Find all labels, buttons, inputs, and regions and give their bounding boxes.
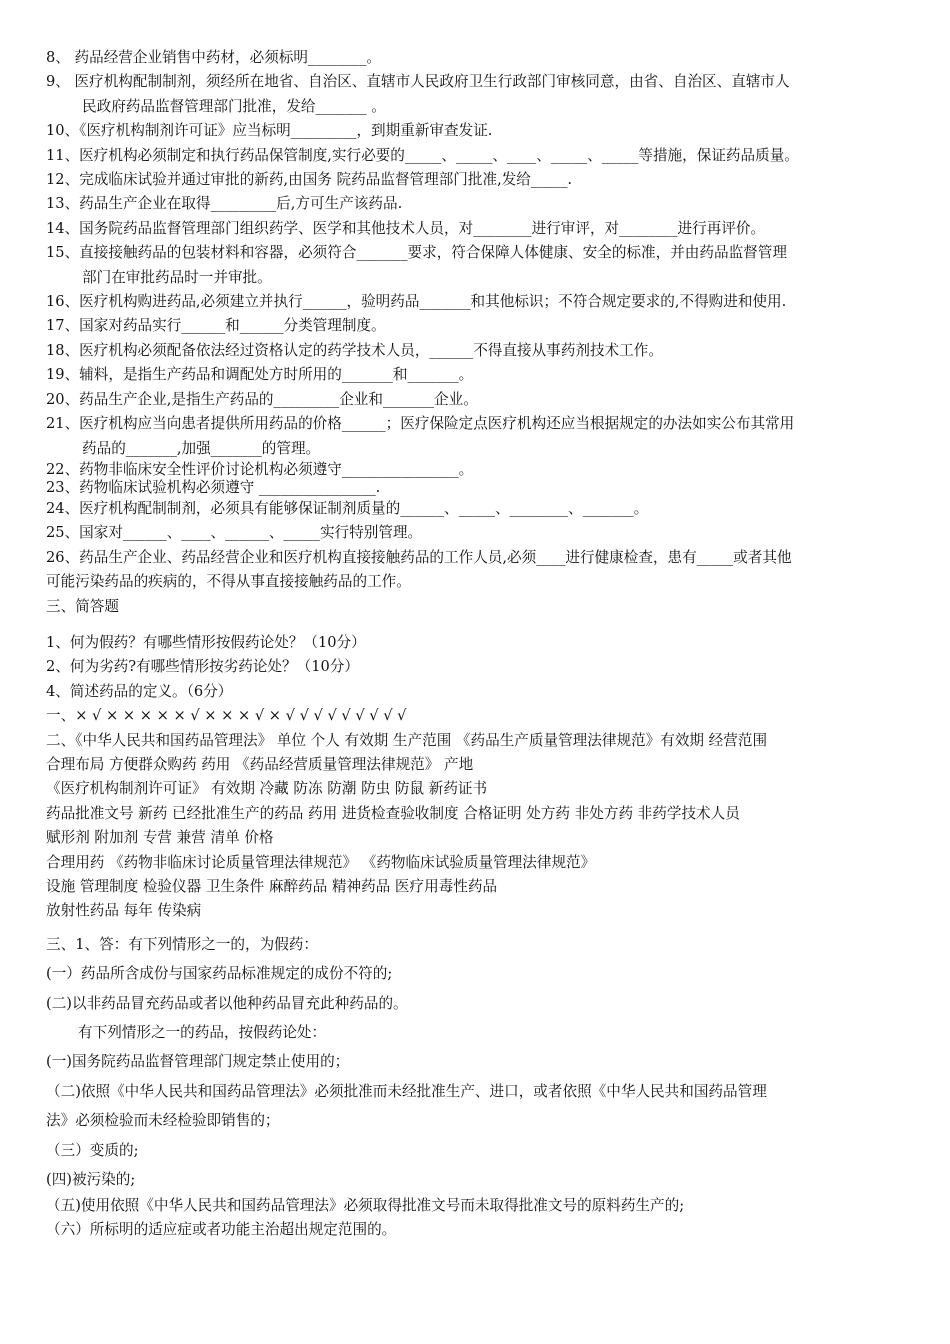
short-question-1: 1、何为假药？有哪些情形按假药论处？（10分） [46, 633, 366, 651]
answer-3-item-b6: （六）所标明的适应症或者功能主治超出规定范围的。 [46, 1221, 397, 1239]
answer-3-intro: 三、1、答：有下列情形之一的，为假药： [46, 935, 318, 953]
answer-3-item-a2: (二)以非药品冒充药品或者以他种药品冒充此种药品的。 [46, 994, 408, 1012]
answer-section-2-line-6: 合理用药 《药物非临床讨论质量管理法律规范》 《药物临床试验质量管理法律规范》 [46, 853, 596, 871]
answer-3-item-b2-cont: 法》必须检验而未经检验即销售的； [46, 1112, 280, 1130]
question-20: 20、药品生产企业,是指生产药品的_________企业和_______企业。 [46, 390, 478, 408]
question-9: 9、 医疗机构配制制剂，须经所在地省、自治区、直辖市人民政府卫生行政部门审核同意，由省、自治区、直辖市人 [46, 73, 790, 91]
question-17: 17、国家对药品实行______和______分类管理制度。 [46, 317, 386, 335]
fill-blank-questions [46, 46, 908, 595]
answer-3-sub-intro: 有下列情形之一的药品，按假药论处： [78, 1024, 327, 1042]
question-26-cont: 可能污染药品的疾病的，不得从事直接接触药品的工作。 [46, 573, 411, 591]
question-9-cont: 民政府药品监督管理部门批准，发给_______ 。 [82, 97, 386, 115]
answer-3-item-b1: (一)国务院药品监督管理部门规定禁止使用的； [46, 1053, 350, 1071]
question-18: 18、医疗机构必须配备依法经过资格认定的药学技术人员，______不得直接从事药剂技术工作。 [46, 341, 663, 359]
question-13: 13、药品生产企业在取得_________后,方可生产该药品. [46, 195, 403, 213]
question-21: 21、医疗机构应当向患者提供所用药品的价格______；医疗保险定点医疗机构还应当根据规定的办法如实公布其常用 [46, 415, 795, 433]
section-3-title: 三、简答题 [46, 597, 119, 615]
answer-3-item-b4: (四)被污染的; [46, 1171, 136, 1189]
question-23: 23、药物临床试验机构必须遵守 ________________. [46, 478, 381, 496]
question-12: 12、完成临床试验并通过审批的新药,由国务 院药品监督管理部门批准,发给_____. [46, 171, 573, 189]
answer-section-2-line-4: 药品批准文号 新药 已经批准生产的药品 药用 进货检查验收制度 合格证明 处方药 非处方药 非药学技术人员 [46, 804, 740, 822]
answer-section-3 [46, 930, 908, 1243]
question-15-cont: 部门在审批药品时一并审批。 [82, 268, 272, 286]
answer-3-item-b5: （五)使用依照《中华人民共和国药品管理法》必须取得批准文号而未取得批准文号的原料药生产的; [46, 1197, 685, 1215]
question-10: 10、《医疗机构制剂许可证》应当标明_________，到期重新审查发证. [46, 122, 493, 140]
short-answer-questions [46, 631, 908, 704]
short-question-4: 4、简述药品的定义。（6分） [46, 682, 233, 700]
answer-3-item-b2: （二)依照《中华人民共和国药品管理法》必须批准而未经批准生产、进口，或者依照《中华人民共和国药品管理 [46, 1082, 767, 1100]
question-16: 16、医疗机构购进药品,必须建立并执行______，验明药品_______和其他标识；不符合规定要求的,不得购进和使用. [46, 293, 787, 311]
answer-section-2-line-2: 合理布局 方便群众购药 药用 《药品经营质量管理法律规范》 产地 [46, 755, 474, 773]
answer-section-2: 二、《中华人民共和国药品管理法》 单位 个人 有效期 生产范围 《药品生产质量管理法律规范》有效期 经营范围 [46, 731, 768, 749]
answer-section-1: 一、× √ × × × × × √ × × × √ × √ √ √ √ √ √ √ √ √ [46, 707, 407, 725]
question-21-cont: 药品的_______,加强_______的管理。 [82, 439, 321, 457]
question-8: 8、 药品经营企业销售中药材，必须标明________。 [46, 49, 381, 66]
answer-3-item-a1: (一）药品所含成份与国家药品标准规定的成份不符的; [46, 965, 393, 983]
answer-3-item-b3: （三）变质的; [46, 1141, 139, 1159]
answer-section-2-line-8: 放射性药品 每年 传染病 [46, 902, 202, 920]
question-24: 24、医疗机构配制制剂，必须具有能够保证制剂质量的______、_____、________、_______。 [46, 499, 649, 517]
question-15: 15、直接接触药品的包装材料和容器，必须符合_______要求，符合保障人体健康、安全的标准，并由药品监督管理 [46, 244, 787, 262]
short-question-2: 2、何为劣药?有哪些情形按劣药论处？（10分） [46, 658, 359, 676]
answer-section-2-line-3: 《医疗机构制剂许可证》 有效期 冷藏 防冻 防潮 防虫 防鼠 新药证书 [46, 780, 488, 798]
question-19: 19、辅料，是指生产药品和调配处方时所用的_______和_______。 [46, 366, 474, 384]
answer-section-2-line-7: 设施 管理制度 检验仪器 卫生条件 麻醉药品 精神药品 医疗用毒性药品 [46, 878, 498, 895]
question-26: 26、药品生产企业、药品经营企业和医疗机构直接接触药品的工作人员,必须____进行健康检查，患有_____或者其他 [46, 548, 792, 566]
question-25: 25、国家对______、____、______、_____实行特别管理。 [46, 524, 423, 542]
answer-section-2-line-5: 赋形剂 附加剂 专营 兼营 清单 价格 [46, 829, 274, 847]
answer-key [46, 704, 908, 924]
question-14: 14、国务院药品监督管理部门组织药学、医学和其他技术人员，对________进行审评，对________进行再评价。 [46, 219, 766, 237]
question-22: 22、药物非临床安全性评价讨论机构必须遵守________________。 [46, 460, 474, 478]
question-11: 11、医疗机构必须制定和执行药品保管制度,实行必要的_____、_____、____、_____、_____等措施，保证药品质量。 [46, 146, 799, 164]
